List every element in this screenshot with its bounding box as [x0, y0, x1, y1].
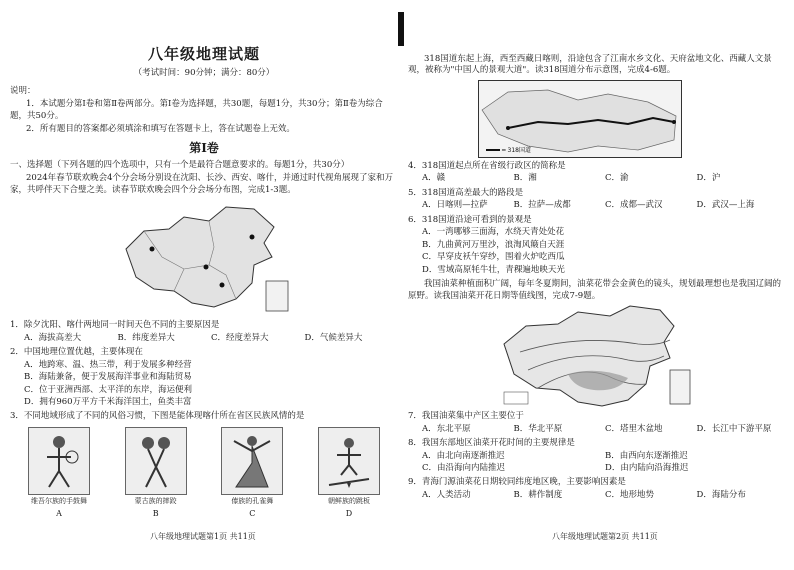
figure-c-caption: 傣族的孔雀舞: [231, 496, 274, 505]
figure-d[interactable]: [308, 427, 390, 520]
question-9: 9．青海门源油菜花日期较同纬度地区晚，主要影响因素是: [408, 477, 626, 488]
q4-option-c[interactable]: C．渝: [605, 173, 629, 184]
q6-option-b[interactable]: B．九曲黄河万里沙，浪淘风簸自天涯: [422, 239, 565, 250]
page-separator-mark: [398, 12, 404, 46]
figure-a-label: A: [56, 509, 62, 519]
peacock-dance-image: [221, 427, 283, 495]
q8-option-a[interactable]: A．由北向南逐渐推迟: [422, 450, 505, 461]
figure-c[interactable]: [211, 427, 293, 520]
q8-option-d[interactable]: D．由内陆向沿海推迟: [605, 462, 689, 473]
venue-marker: [150, 247, 155, 252]
venue-marker: [204, 265, 209, 270]
question-3: 3．不同地域形成了不同的风俗习惯，下图是能体现喀什所在省区民族风情的是: [10, 411, 305, 422]
q4-options: [422, 173, 788, 184]
figure-d-label: D: [345, 509, 353, 519]
q7-option-b[interactable]: B．华北平原: [513, 423, 563, 434]
question-4: 4．318国道起点所在省级行政区的简称是: [408, 160, 566, 171]
exam-subtitle: （考试时间：90分钟；满分：80分）: [133, 68, 275, 79]
q6-option-a[interactable]: A．一湾哪够三面海，水绕天青处处花: [422, 227, 565, 238]
wrestling-image: [125, 427, 187, 495]
q5-option-a[interactable]: A．日喀则—拉萨: [422, 200, 488, 211]
figure-d-caption: 朝鲜族的跳板: [327, 496, 370, 505]
figure-b-label: B: [152, 509, 159, 519]
q7-option-d[interactable]: D．长江中下游平原: [696, 423, 772, 434]
figure-b-caption: 蒙古族的摔跤: [134, 496, 177, 505]
q1-options: [24, 333, 398, 344]
q8-option-c[interactable]: C．由沿海向内陆推迟: [422, 462, 506, 473]
page-1-footer: 八年级地理试题第1页 共11页: [150, 532, 256, 541]
notes-heading: 说明：: [10, 85, 36, 96]
q7-option-c[interactable]: C．塔里木盆地: [605, 423, 663, 434]
q8-options-row1: [422, 451, 788, 462]
q1-option-b[interactable]: B．纬度差异大: [117, 332, 175, 343]
south-sea-inset: [266, 281, 288, 311]
figure-b[interactable]: [115, 427, 197, 520]
q7-options: [422, 424, 788, 435]
q5-options: [422, 200, 788, 211]
q4-option-d[interactable]: D．沪: [696, 173, 721, 184]
q2-option-c[interactable]: C．位于亚洲西部、太平洋的东岸，海运便利: [24, 384, 193, 395]
south-sea-inset: [670, 370, 690, 404]
q6-option-c[interactable]: C．早穿皮袄午穿纱，围着火炉吃西瓜: [422, 252, 565, 263]
q3-figures: [10, 427, 398, 520]
note-2: 2．所有题目的答案都必须填涂和填写在答题卡上，答在试题卷上无效。: [26, 124, 295, 135]
gala-venues-map: [114, 199, 294, 317]
exam-title: 八年级地理试题: [147, 45, 260, 63]
q4-6-intro: 318国道东起上海，西至西藏日喀则，沿途包含了江南水乡文化、天府盆地文化、西藏人文景观，被称为"中国人的景观大道"。读318国道分布示意图，完成4-6题。: [408, 54, 772, 76]
venue-marker: [250, 235, 255, 240]
seesaw-jump-image: [318, 427, 380, 495]
q8-option-b[interactable]: B．由西向东逐渐推迟: [605, 450, 688, 461]
q4-option-a[interactable]: A．赣: [422, 173, 446, 184]
q6-option-d[interactable]: D．雪域高原牦牛壮，青稞遍地映天光: [422, 264, 565, 275]
q1-option-c[interactable]: C．经度差异大: [211, 332, 269, 343]
q2-option-a[interactable]: A．地跨寒、温、热三带，利于发展多种经营: [24, 359, 192, 370]
page-1: [10, 30, 398, 520]
q7-9-intro: 我国油菜种植面积广阔，每年冬夏期间，油菜花带会金黄色的镜头，规划最理想也是我国辽阔的原野。读我国油菜开花日期等值线图，完成7-9题。: [408, 279, 782, 301]
q7-option-a[interactable]: A．东北平原: [422, 423, 471, 434]
note-1: 1．本试题分第Ⅰ卷和第Ⅱ卷两部分。第Ⅰ卷为选择题，共30题，每题1分，共30分；第Ⅱ卷为综合题，共50分。: [10, 99, 383, 121]
q5-option-b[interactable]: B．拉萨—成都: [513, 200, 571, 211]
question-5: 5．318国道高差最大的路段是: [408, 187, 524, 198]
rapeseed-bloom-map: [498, 304, 694, 408]
choice-instructions: 一、选择题（下列各题的四个选项中，只有一个是最符合题意要求的。每题1分，共30分）: [10, 159, 350, 170]
q1-option-a[interactable]: A．海拔高差大: [24, 332, 82, 343]
q1-option-d[interactable]: D．气候差异大: [304, 332, 363, 343]
q4-option-b[interactable]: B．湘: [513, 173, 537, 184]
q5-option-d[interactable]: D．武汉—上海: [696, 200, 755, 211]
q5-option-c[interactable]: C．成都—武汉: [605, 200, 663, 211]
q9-option-b[interactable]: B．耕作制度: [513, 489, 563, 500]
q8-options-row2: [422, 463, 788, 474]
question-7: 7．我国油菜集中产区主要位于: [408, 411, 524, 422]
map-legend: ━ 318国道: [502, 146, 531, 154]
venue-marker: [220, 283, 225, 288]
q1-3-intro: 2024年春节联欢晚会4个分会场分别设在沈阳、长沙、西安、喀什，并通过时代视角展现了家和万家，共呼伴天下合璧之美。读春节联欢晚会四个分会场分布图，完成1-3题。: [10, 173, 394, 195]
route-318-map: [478, 80, 682, 158]
q9-options: [422, 490, 788, 501]
q2-option-b[interactable]: B．海陆兼备，便于发展海洋事业和海陆贸易: [24, 372, 192, 383]
question-1: 1．除夕沈阳、喀什两地同一时间天色不同的主要原因是: [10, 320, 220, 331]
page-2: [408, 52, 788, 502]
q9-option-c[interactable]: C．地形地势: [605, 489, 655, 500]
question-8: 8．我国东部地区油菜开花时间的主要规律是: [408, 438, 575, 449]
map-legend-box: [504, 392, 528, 404]
figure-c-label: C: [249, 509, 256, 519]
q2-option-d[interactable]: D．拥有960万平方千米海洋国土，鱼类丰富: [24, 397, 192, 407]
section-title: 第Ⅰ卷: [189, 140, 219, 155]
question-2: 2．中国地理位置优越，主要体现在: [10, 347, 143, 358]
figure-a-caption: 维吾尔族的手鼓舞: [31, 496, 87, 505]
dancer-drum-image: [28, 427, 90, 495]
figure-a[interactable]: [18, 427, 100, 520]
page-2-footer: 八年级地理试题第2页 共11页: [552, 532, 658, 541]
q9-option-d[interactable]: D．海陆分布: [696, 489, 746, 500]
question-6: 6．318国道沿途可看到的景观是: [408, 214, 532, 225]
q9-option-a[interactable]: A．人类活动: [422, 489, 471, 500]
